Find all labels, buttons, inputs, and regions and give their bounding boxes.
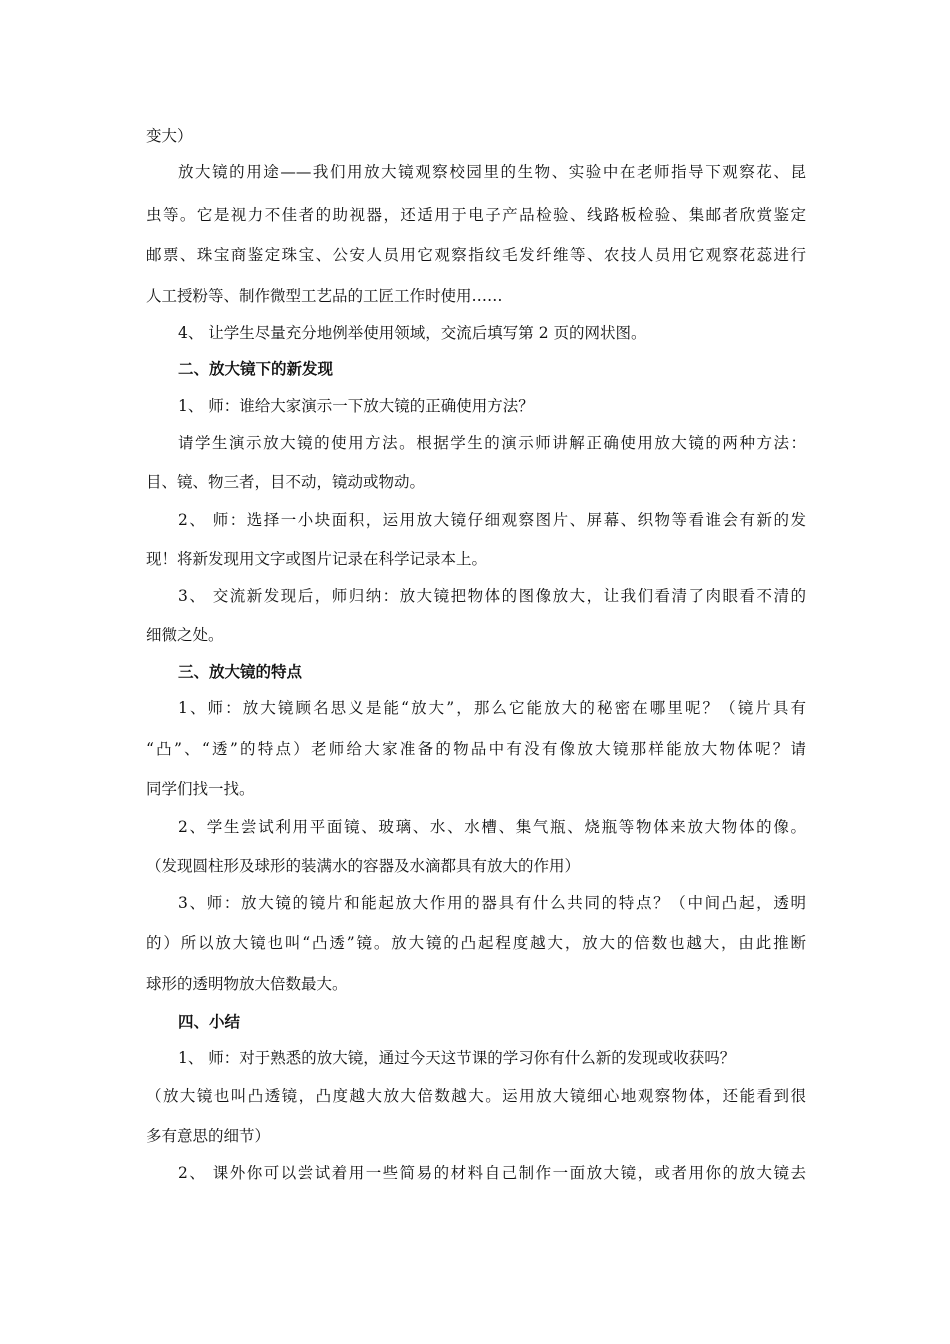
- text-line: 的）所以放大镜也叫“凸透”镜。放大镜的凸起程度越大，放大的倍数也越大，由此推断: [146, 934, 806, 952]
- text-line: 人工授粉等、制作微型工艺品的工匠工作时使用……: [146, 287, 503, 305]
- text-line: 4、 让学生尽量充分地例举使用领域，交流后填写第 2 页的网状图。: [178, 324, 647, 342]
- text-line: 变大）: [146, 127, 193, 145]
- section-heading: 四、小结: [178, 1012, 241, 1031]
- text-line: 2、 师：选择一小块面积，运用放大镜仔细观察图片、屏幕、织物等看谁会有新的发: [178, 511, 806, 529]
- text-line: 1、 师：谁给大家演示一下放大镜的正确使用方法？: [178, 397, 534, 415]
- text-line: 目、镜、物三者，目不动，镜动或物动。: [146, 473, 426, 491]
- text-line: （放大镜也叫凸透镜，凸度越大放大倍数越大。运用放大镜细心地观察物体，还能看到很: [146, 1087, 806, 1105]
- text-line: 同学们找一找。: [146, 780, 255, 798]
- text-line: 放大镜的用途——我们用放大镜观察校园里的生物、实验中在老师指导下观察花、昆: [178, 163, 806, 181]
- text-line: 虫等。它是视力不佳者的助视器，还适用于电子产品检验、线路板检验、集邮者欣赏鉴定: [146, 206, 806, 224]
- text-line: 2、学生尝试利用平面镜、玻璃、水、水槽、集气瓶、烧瓶等物体来放大物体的像。: [178, 818, 806, 836]
- text-line: 3、师：放大镜的镜片和能起放大作用的器具有什么共同的特点？（中间凸起，透明: [178, 894, 806, 912]
- text-line: 1、 师：对于熟悉的放大镜，通过今天这节课的学习你有什么新的发现或收获吗？: [178, 1049, 736, 1067]
- text-line: 2、 课外你可以尝试着用一些简易的材料自己制作一面放大镜，或者用你的放大镜去: [178, 1164, 806, 1182]
- text-line: 球形的透明物放大倍数最大。: [146, 975, 348, 993]
- section-heading: 二、放大镜下的新发现: [178, 359, 334, 378]
- text-line: 1、师：放大镜顾名思义是能“放大”，那么它能放大的秘密在哪里呢？（镜片具有: [178, 699, 806, 717]
- text-line: 邮票、珠宝商鉴定珠宝、公安人员用它观察指纹毛发纤维等、农技人员用它观察花蕊进行: [146, 246, 806, 264]
- text-line: 请学生演示放大镜的使用方法。根据学生的演示师讲解正确使用放大镜的两种方法：: [178, 434, 806, 452]
- text-line: “凸”、“透”的特点）老师给大家准备的物品中有没有像放大镜那样能放大物体呢？请: [146, 740, 806, 758]
- text-line: （发现圆柱形及球形的装满水的容器及水滴都具有放大的作用）: [146, 857, 581, 875]
- text-line: 细微之处。: [146, 626, 224, 644]
- text-line: 现！将新发现用文字或图片记录在科学记录本上。: [146, 550, 488, 568]
- text-line: 3、 交流新发现后，师归纳：放大镜把物体的图像放大，让我们看清了肉眼看不清的: [178, 587, 806, 605]
- text-line: 多有意思的细节）: [146, 1127, 271, 1145]
- section-heading: 三、放大镜的特点: [178, 662, 303, 681]
